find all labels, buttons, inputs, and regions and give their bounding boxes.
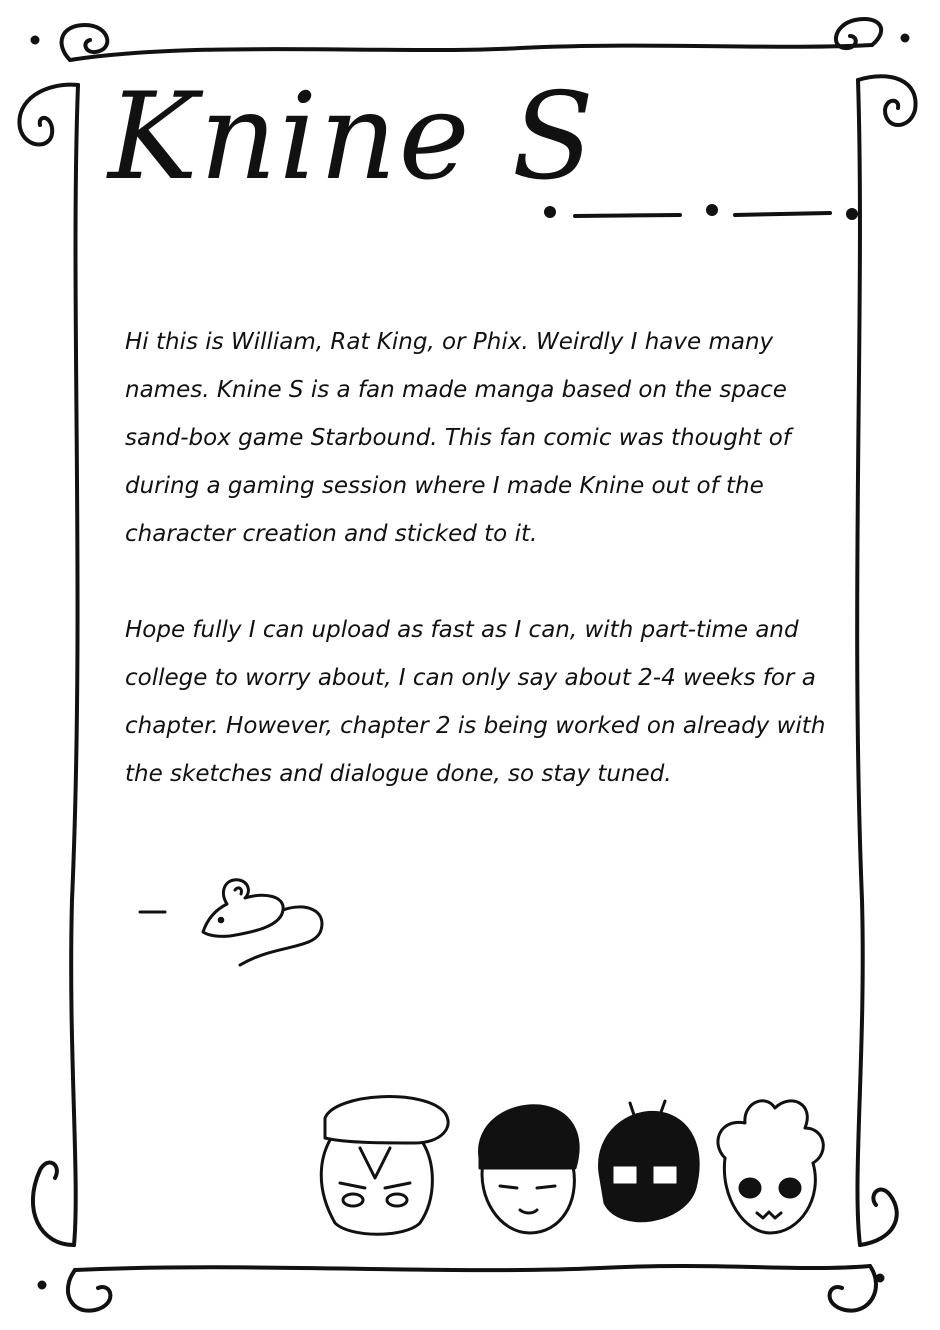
intro-paragraph: Hi this is William, Rat King, or Phix. Weirdly I have many names. Knine S is a fan made manga based on the space sand-box game Starbound. This fan comic was thought of during a gaming session where I made Knine out of the character creation and sticked to it. <box>125 329 791 547</box>
author-note-body <box>125 318 845 846</box>
character-portrait-icons <box>305 1088 835 1248</box>
page-title: Knine S <box>108 68 596 207</box>
character-portrait-cap <box>480 1106 579 1233</box>
schedule-paragraph: Hope fully I can upload as fast as I can, with part-time and college to worry about, I can only say about 2-4 weeks for a chapter. However, chapter 2 is being worked on already with the sketches and dialogue done, so stay tuned. <box>125 617 826 787</box>
character-portrait-helmet <box>600 1101 699 1221</box>
character-portrait-hat <box>321 1097 448 1235</box>
rat-signature-icon <box>135 870 335 970</box>
title-blank-underscores <box>540 190 860 230</box>
character-portrait-leaves <box>718 1101 823 1233</box>
